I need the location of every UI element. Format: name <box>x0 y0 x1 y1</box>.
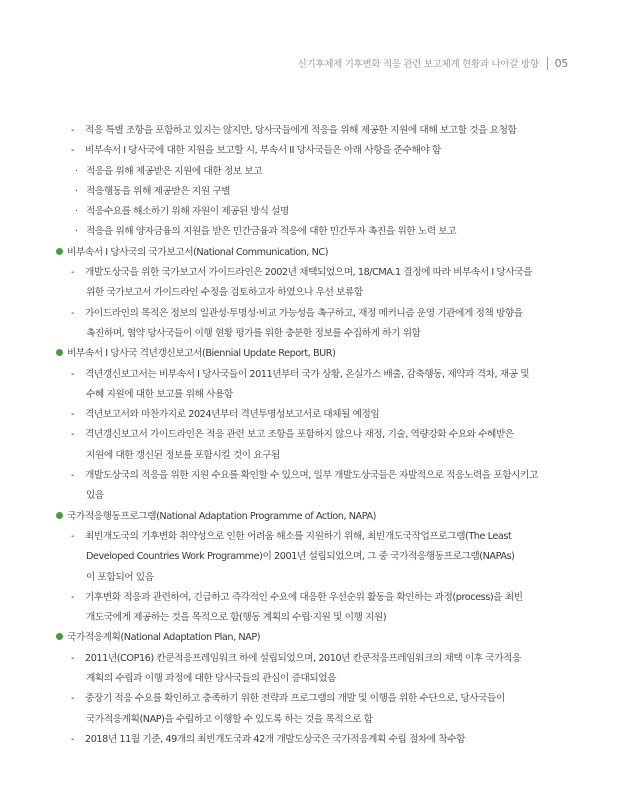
line-text: 수혜 지원에 대한 보고를 위해 사용함 <box>86 388 233 400</box>
line-text: 격년보고서와 마찬가지로 2024년부터 격년투명성보고서로 대체될 예정임 <box>85 409 380 421</box>
section-heading <box>56 344 574 364</box>
green-bullet-icon <box>56 349 63 356</box>
line-text: 국가적응계획(National Adaptation Plan, NAP) <box>67 632 261 644</box>
list-item-continuation <box>56 547 574 567</box>
dash-marker: - <box>71 145 75 157</box>
list-item-continuation <box>56 446 574 466</box>
list-item <box>56 263 574 283</box>
line-text: 적응 특별 조항을 포함하고 있지는 않지만, 당사국들에게 적응을 위해 제공한 지원에 대해 보고할 것을 요청함 <box>85 125 517 136</box>
sub-list-item <box>56 222 574 242</box>
dash-marker: - <box>71 267 75 279</box>
page-number: 05 <box>554 56 568 70</box>
list-item <box>56 304 574 324</box>
line-text: 촉진하며, 협약 당사국들이 이행 현황 평가를 위한 충분한 정보를 수집하게 하기 위함 <box>86 327 421 339</box>
header-divider <box>547 57 548 70</box>
list-item-continuation <box>56 324 574 344</box>
list-item <box>56 689 574 709</box>
line-text: 개발도상국의 적응을 위한 지원 수요를 확인할 수 있으며, 일부 개발도상국들은 자발적으로 적응노력을 포함시키고 <box>85 470 538 482</box>
list-item-continuation <box>56 486 574 506</box>
list-item <box>56 466 574 486</box>
list-item <box>56 121 574 141</box>
line-text: 있음 <box>86 490 104 502</box>
section-heading <box>56 507 574 527</box>
line-text: 격년갱신보고서는 비부속서 I 당사국들이 2011년부터 국가 상황, 온실가스 배출, 감축행동, 제약과 격차, 재공 및 <box>85 368 530 380</box>
green-bullet-icon <box>56 633 63 640</box>
list-item <box>56 527 574 547</box>
list-item <box>56 425 574 445</box>
list-item <box>56 365 574 385</box>
line-text: 적응을 위해 제공받은 지원에 대한 정보 보고 <box>86 165 263 177</box>
list-item <box>56 141 574 161</box>
line-text: 비부속서 I 당사국 격년갱신보고서(Biennial Update Report, BUR) <box>67 348 336 360</box>
line-text: 적응을 위해 양자금융의 지원을 받은 민간금융과 적응에 대한 민간투자 촉진을 위한 노력 보고 <box>86 226 457 238</box>
list-item <box>56 405 574 425</box>
dash-marker: - <box>71 429 75 441</box>
section-heading <box>56 243 574 263</box>
line-text: 이 포함되어 있음 <box>86 571 154 583</box>
dash-marker: - <box>71 530 75 542</box>
sub-list-item <box>56 202 574 222</box>
green-bullet-icon <box>56 248 63 255</box>
list-item-continuation <box>56 568 574 588</box>
dash-marker: - <box>71 409 75 421</box>
dash-marker: - <box>71 693 75 705</box>
line-text: 2011년(COP16) 칸쿤적응프레임워크 하에 설립되었으며, 2010년 칸쿤적응프레임워크의 채택 이후 국가적응 <box>85 652 521 664</box>
line-text: 기후변화 적응과 관련하여, 긴급하고 즉각적인 수요에 대응한 우선순위 활동을 확인하는 과정(process)을 최빈 <box>85 591 523 603</box>
line-text: Developed Countries Work Programme)이 2001년 설립되었으며, 그 중 국가적응행동프로그램(NAPAs) <box>86 551 515 563</box>
line-text: 국가적응행동프로그램(National Adaptation Programme of Action, NAPA) <box>67 510 376 522</box>
sub-list-item <box>56 182 574 202</box>
dash-marker: - <box>71 591 75 603</box>
list-item <box>56 649 574 669</box>
line-text: 가이드라인의 목적은 정보의 일관성·투명성·비교 가능성을 촉구하고, 재정 메커니즘 운영 기관에게 정책 방향을 <box>85 307 523 319</box>
list-item-continuation <box>56 669 574 689</box>
line-text: 계획의 수립과 이행 과정에 대한 당사국들의 관심이 증대되었음 <box>86 673 337 685</box>
sub-list-item <box>56 162 574 182</box>
list-item-continuation <box>56 710 574 730</box>
line-text: 비부속서 I 당사국의 국가보고서(National Communication, NC) <box>67 246 329 258</box>
line-text: 중장기 적응 수요를 확인하고 충족하기 위한 전략과 프로그램의 개발 및 이행을 위한 수단으로, 당사국들이 <box>85 693 505 705</box>
green-bullet-icon <box>56 512 63 519</box>
line-text: 최빈개도국의 기후변화 취약성으로 인한 어려움 해소를 지원하기 위해, 최빈개도국작업프로그램(The Least <box>85 530 512 542</box>
line-text: 비부속서 I 당사국에 대한 지원을 보고할 시, 부속서 II 당사국들은 아래 사항을 준수해야 함 <box>85 145 441 157</box>
dash-marker: - <box>71 368 75 380</box>
dot-marker: · <box>75 185 78 197</box>
dot-marker: · <box>75 206 78 218</box>
dash-marker: - <box>71 652 75 664</box>
line-text: 개발도상국을 위한 국가보고서 가이드라인은 2002년 채택되었으며, 18/CMA.1 결정에 따라 비부속서 I 당사국을 <box>85 267 533 279</box>
line-text: 적응수요를 해소하기 위해 자원이 제공된 방식 설명 <box>86 206 289 218</box>
dash-marker: - <box>71 733 75 745</box>
line-text: 2018년 11월 기준, 49개의 최빈개도국과 42개 개발도상국은 국가적응계획 수립 절차에 착수함 <box>85 733 466 745</box>
line-text: 지원에 대한 갱신된 정보를 포함시킬 것이 요구됨 <box>86 449 280 461</box>
dash-marker: - <box>71 125 75 136</box>
list-item-continuation <box>56 283 574 303</box>
line-text: 격년갱신보고서 가이드라인은 적응 관련 보고 조항을 포함하지 않으나 재정, 기술, 역량강화 수요와 수혜받은 <box>85 429 514 441</box>
body-text <box>56 121 574 750</box>
line-text: 위한 국가보고서 가이드라인 수정을 검토하고자 하였으나 우선 보류함 <box>86 287 363 299</box>
dot-marker: · <box>75 165 78 177</box>
line-text: 적응행동을 위해 제공받은 지원 구별 <box>86 185 231 197</box>
list-item <box>56 730 574 750</box>
dash-marker: - <box>71 307 75 319</box>
dash-marker: - <box>71 470 75 482</box>
list-item-continuation <box>56 385 574 405</box>
header-title: 신기후체제 기후변화 적응 관련 보고체계 현황과 나아갈 방향 <box>297 59 539 70</box>
running-header <box>298 56 568 70</box>
section-heading <box>56 628 574 648</box>
dot-marker: · <box>75 226 78 238</box>
line-text: 국가적응계획(NAP)을 수립하고 이행할 수 있도록 하는 것을 목적으로 함 <box>86 713 373 725</box>
list-item <box>56 588 574 608</box>
list-item-continuation <box>56 608 574 628</box>
line-text: 개도국에게 제공하는 것을 목적으로 함(행동 계획의 수립·지원 및 이행 지원) <box>86 612 387 624</box>
